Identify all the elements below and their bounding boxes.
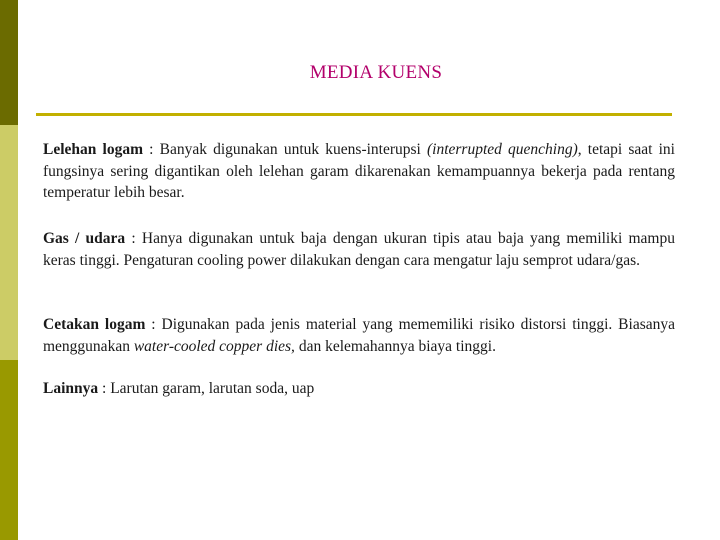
paragraph-text: Digunakan pada jenis material yang mememiliki risiko distorsi tinggi. Biasanya menggunakan [43,316,675,355]
sidebar-stripe-bottom [0,360,18,540]
paragraph-lainnya [43,378,675,400]
term-separator: : [125,230,142,247]
paragraph-text: Hanya digunakan untuk baja dengan ukuran tipis atau baja yang memiliki mampu keras tinggi. Pengaturan cooling power dilakukan dengan cara mengatur laju semprot udara/gas. [43,230,675,269]
term-separator: : [98,380,111,397]
sidebar-stripe-top [0,0,18,125]
italic-term: (interrupted quenching) [427,141,578,158]
term-separator: : [145,316,162,333]
slide-title: MEDIA KUENS [309,62,443,83]
paragraph-text-continued: dan kelemahannya biaya tinggi. [294,337,496,355]
term-label: Cetakan logam [43,316,146,333]
sidebar-stripe-middle [0,125,18,360]
italic-term: water-cooled copper dies, [133,337,295,355]
paragraph-cetakan-logam [43,314,675,357]
title-divider [36,113,672,116]
paragraph-text: Banyak digunakan untuk kuens-interupsi [159,141,427,158]
paragraph-gas-udara [43,228,675,271]
paragraph-text: Larutan garam, larutan soda, uap [110,380,315,397]
term-label: Gas / udara [43,230,126,247]
term-separator: : [143,141,160,158]
term-label: Lelehan logam [43,141,144,158]
term-label: Lainnya [43,380,99,397]
paragraph-text-continued: , tetapi saat ini fungsinya sering digantikan oleh lelehan garam dikarenakan kemampuannya bekerja pada rentang temperatur lebih besar. [43,141,675,201]
paragraph-lelehan-logam [43,139,675,204]
